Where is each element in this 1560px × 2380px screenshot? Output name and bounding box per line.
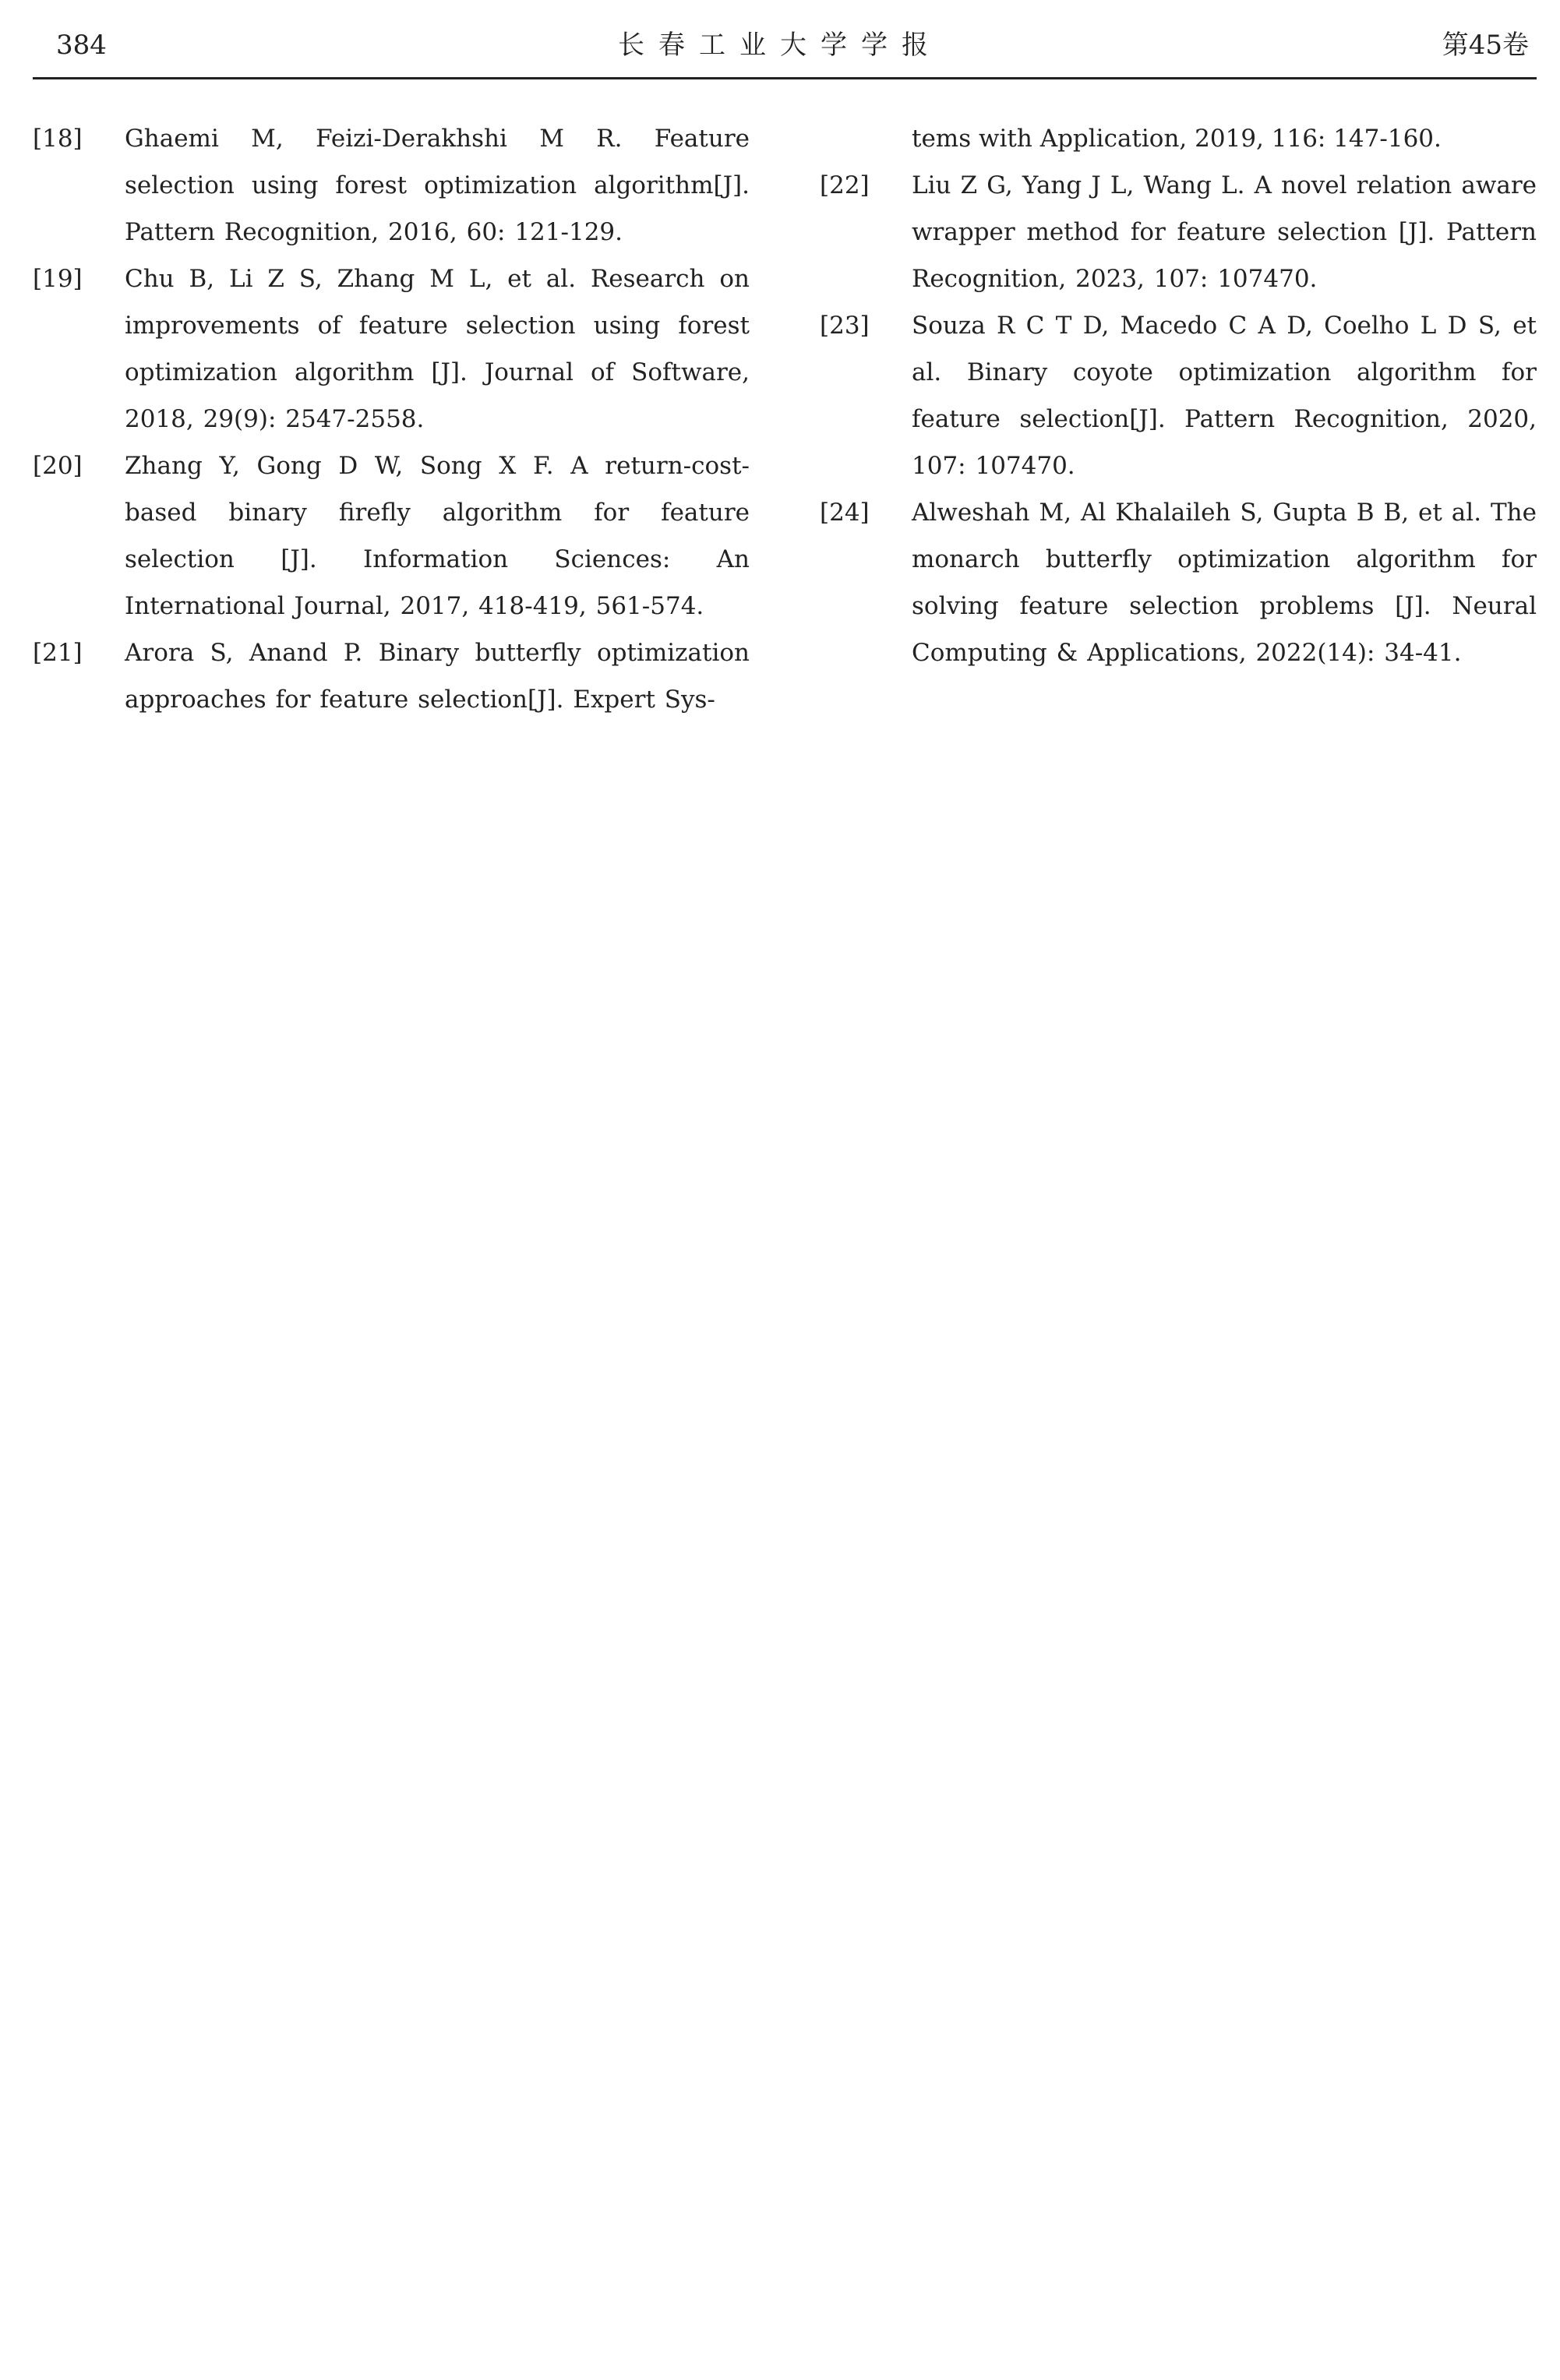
- reference-text: Souza R C T D, Macedo C A D, Coelho L D S, et al. Binary coyote optimization algorithm for feature selection[J]. Pattern Recognition, 2020, 107: 107470.: [912, 312, 1537, 480]
- reference-column-right: [820, 115, 1537, 676]
- reference-text: Arora S, Anand P. Binary butterfly optimization approaches for feature selection[J]. Expert Sys-: [125, 639, 750, 714]
- page-header: [0, 0, 1560, 81]
- reference-column-left: [33, 115, 750, 723]
- reference-entry: [33, 256, 750, 443]
- reference-entry: [820, 162, 1537, 302]
- reference-number: [24]: [820, 499, 870, 527]
- journal-title: 长春工业大学学报: [618, 30, 942, 61]
- reference-number: [22]: [820, 171, 870, 199]
- reference-entry: [33, 443, 750, 629]
- header-rule: [33, 77, 1537, 79]
- reference-entry: [820, 302, 1537, 489]
- reference-text: Ghaemi M, Feizi-Derakhshi M R. Feature selection using forest optimization algorithm[J]. Pattern Recognition, 2016, 60: 121-129.: [125, 125, 750, 246]
- reference-number: [18]: [33, 125, 83, 153]
- reference-entry: [33, 629, 750, 723]
- reference-text: Alweshah M, Al Khalaileh S, Gupta B B, et al. The monarch butterfly optimization algorithm for solving feature selection problems [J]. Neural Computing & Applications, 2022(14): 34-41.: [912, 499, 1537, 667]
- reference-continuation: tems with Application, 2019, 116: 147-160.: [912, 125, 1442, 153]
- reference-text: Liu Z G, Yang J L, Wang L. A novel relation aware wrapper method for feature selection [J]. Pattern Recognition, 2023, 107: 107470.: [912, 171, 1537, 293]
- page-number: 384: [56, 30, 107, 61]
- volume-label: 第45卷: [1442, 30, 1529, 61]
- reference-entry: [820, 489, 1537, 676]
- reference-text: Chu B, Li Z S, Zhang M L, et al. Research on improvements of feature selection using forest optimization algorithm [J]. Journal of Software, 2018, 29(9): 2547-2558.: [125, 265, 750, 433]
- reference-number: [20]: [33, 452, 83, 480]
- reference-entry: [33, 115, 750, 256]
- reference-number: [19]: [33, 265, 83, 293]
- reference-number: [23]: [820, 312, 870, 340]
- reference-text: Zhang Y, Gong D W, Song X F. A return-cost-based binary firefly algorithm for feature selection [J]. Information Sciences: An International Journal, 2017, 418-419, 561-574.: [125, 452, 750, 620]
- reference-number: [21]: [33, 639, 83, 667]
